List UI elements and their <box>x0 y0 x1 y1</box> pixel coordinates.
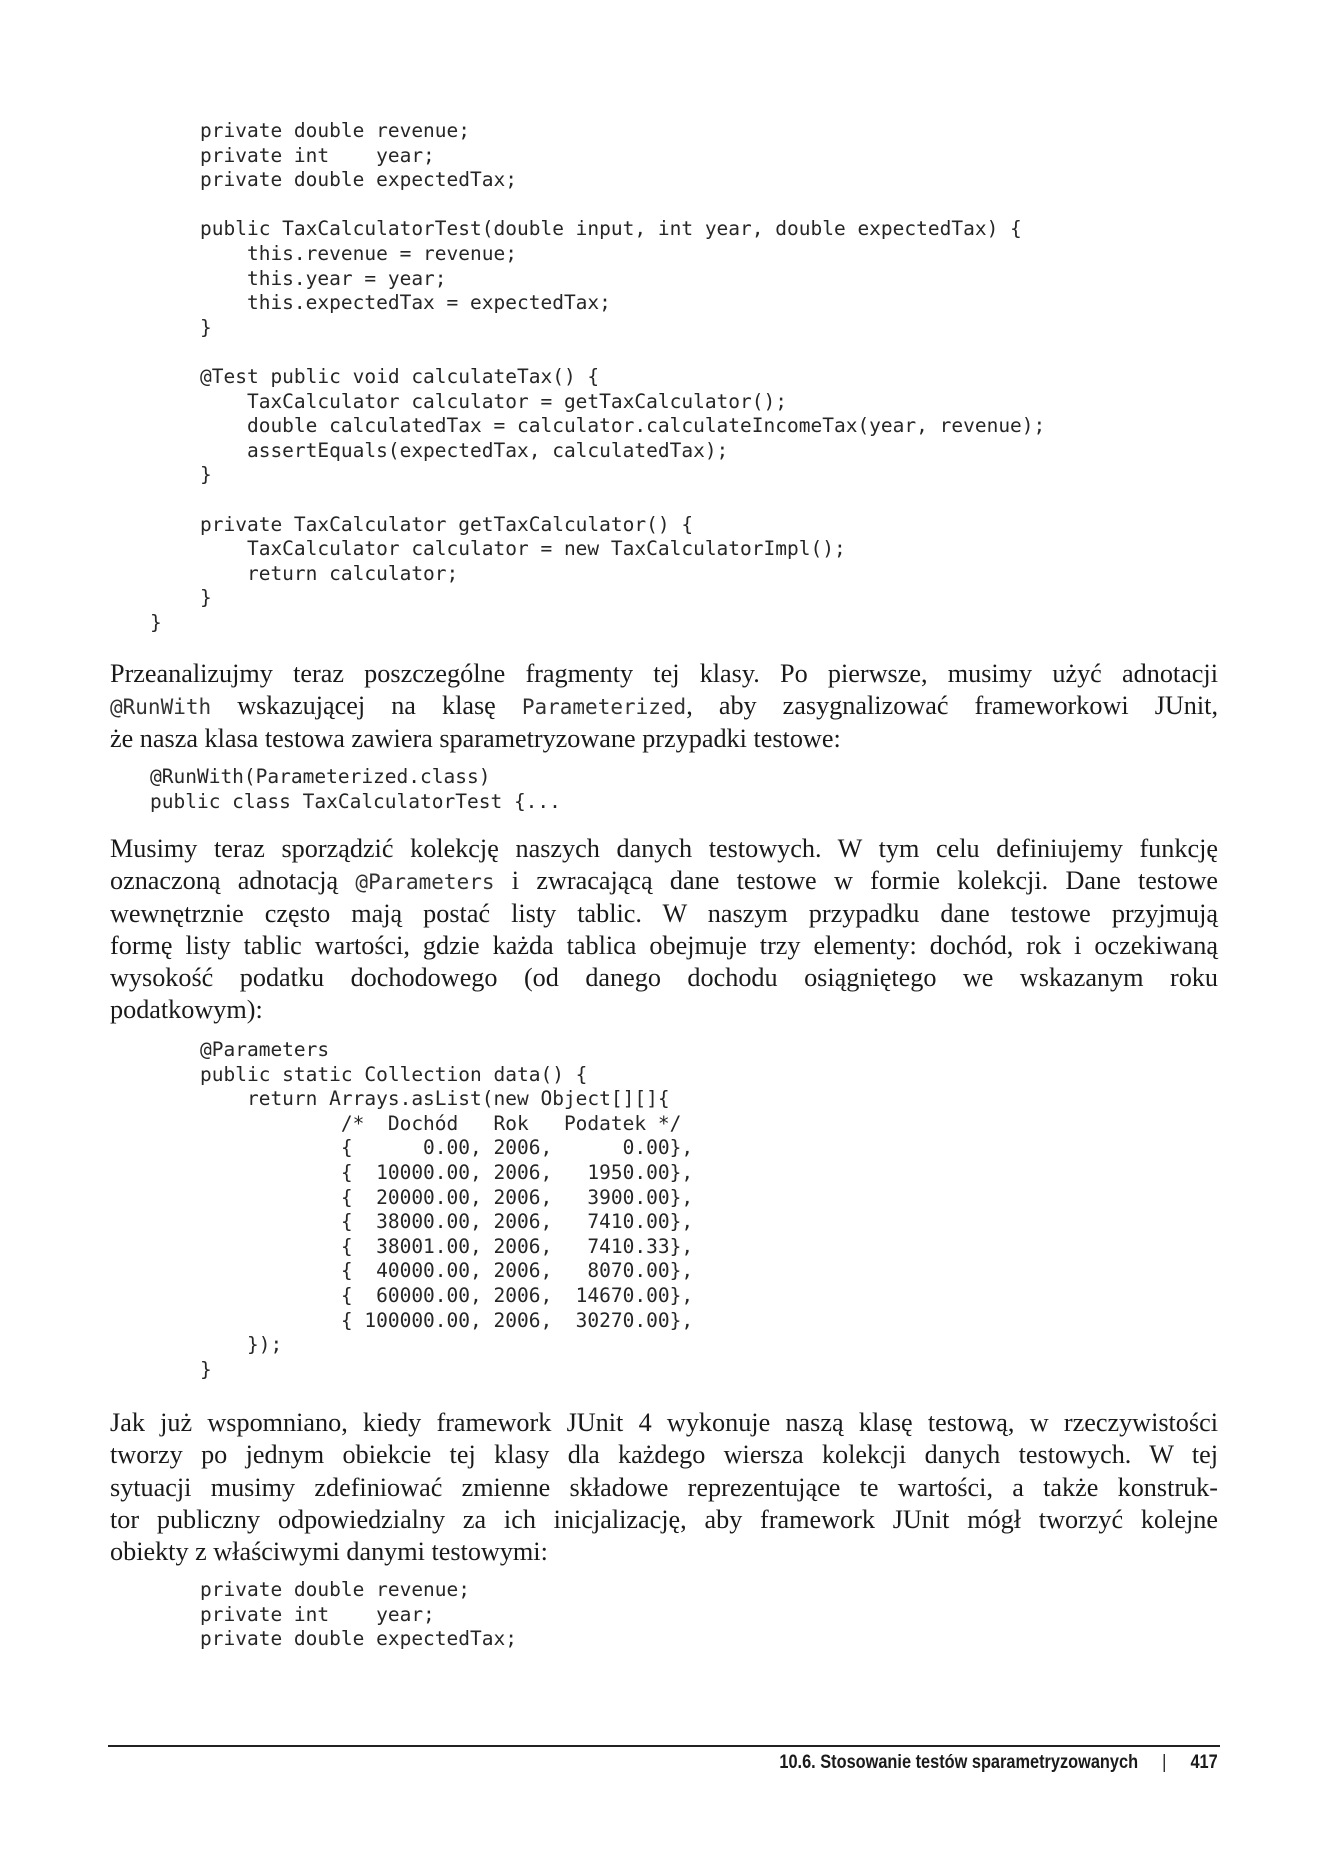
code-line: { 38001.00, 2006, 7410.33}, <box>200 1234 694 1258</box>
paragraph-line <box>110 833 1218 865</box>
footer-rule <box>108 1745 1220 1747</box>
text-run: wysokość podatku dochodowego (od danego dochodu osiągniętego we wskazanym roku <box>110 963 1218 993</box>
paragraph-line <box>110 994 1218 1026</box>
code-line: @Test public void calculateTax() { <box>200 364 600 388</box>
code-line: private TaxCalculator getTaxCalculator() { <box>200 512 694 536</box>
code-line: { 38000.00, 2006, 7410.00}, <box>200 1210 694 1234</box>
code-line <box>200 193 1045 218</box>
text-run: tor publiczny odpowiedzialny za ich inicjalizację, aby framework JUnit mógł tworzyć kolejne <box>110 1504 1218 1534</box>
code-line: this.revenue = revenue; <box>200 241 517 265</box>
paragraph-line <box>110 1536 1218 1568</box>
paragraph-line <box>110 1504 1218 1536</box>
code-line: @RunWith(Parameterized.class) <box>150 765 491 788</box>
text-run: wewnętrznie często mają postać listy tablic. W naszym przypadku dane testowe przyjmują <box>110 898 1218 928</box>
code-block-parameters-data <box>200 1038 693 1382</box>
page-number: 417 <box>1190 1752 1218 1773</box>
code-line: this.expectedTax = expectedTax; <box>200 291 611 315</box>
text-run: i zwracającą dane testowe w formie kolekcji. Dane testowe <box>494 866 1218 896</box>
paragraph-line <box>110 1472 1218 1504</box>
code-line: }); <box>200 1333 283 1357</box>
code-line: private int year; <box>200 1602 435 1626</box>
paragraph-member-variables <box>110 1407 1218 1568</box>
text-run: wskazującej na klasę <box>211 691 522 721</box>
code-line: return Arrays.asList(new Object[][]{ <box>200 1087 670 1111</box>
code-line: TaxCalculator calculator = getTaxCalculator(); <box>200 389 787 413</box>
running-footer <box>780 1752 1218 1774</box>
code-line <box>200 340 1045 365</box>
code-line: } <box>200 586 212 610</box>
text-run: obiekty z właściwymi danymi testowymi: <box>110 1537 548 1567</box>
class-closing-brace: } <box>150 611 162 634</box>
code-block-test-class <box>200 119 1045 611</box>
text-run: że nasza klasa testowa zawiera sparametryzowane przypadki testowe: <box>110 723 841 753</box>
code-line: private double revenue; <box>200 1578 471 1601</box>
code-line: return calculator; <box>200 561 459 585</box>
paragraph-line <box>110 962 1218 994</box>
text-run: oznaczoną adnotacją <box>110 866 356 896</box>
paragraph-runwith <box>110 658 1218 755</box>
text-run: , aby zasygnalizować frameworkowi JUnit, <box>686 691 1218 721</box>
code-line: private double expectedTax; <box>200 1627 517 1651</box>
paragraph-line <box>110 658 1218 690</box>
paragraph-line <box>110 898 1218 930</box>
code-line: } <box>200 315 212 339</box>
footer-section-title: 10.6. Stosowanie testów sparametryzowanych <box>779 1752 1139 1773</box>
inline-code: Parameterized <box>521 695 687 720</box>
code-line: { 10000.00, 2006, 1950.00}, <box>200 1160 694 1184</box>
paragraph-line <box>110 865 1218 897</box>
code-line: { 40000.00, 2006, 8070.00}, <box>200 1259 694 1283</box>
code-line: TaxCalculator calculator = new TaxCalculatorImpl(); <box>200 537 846 561</box>
code-line <box>200 488 1045 513</box>
code-line: assertEquals(expectedTax, calculatedTax); <box>200 438 729 462</box>
text-run: sytuacji musimy zdefiniować zmienne składowe reprezentujące te wartości, a także konstruk- <box>110 1472 1218 1502</box>
code-line: public class TaxCalculatorTest {... <box>150 789 561 813</box>
code-line: private double expectedTax; <box>200 168 517 192</box>
code-block-runwith <box>150 765 561 814</box>
inline-code: @RunWith <box>110 695 212 720</box>
code-block-member-fields <box>200 1578 517 1652</box>
code-line: { 0.00, 2006, 0.00}, <box>200 1136 694 1160</box>
paragraph-line <box>110 1439 1218 1471</box>
code-line: public static Collection data() { <box>200 1062 588 1086</box>
code-line: this.year = year; <box>200 266 447 290</box>
code-line: { 20000.00, 2006, 3900.00}, <box>200 1185 694 1209</box>
footer-separator: | <box>1162 1752 1167 1773</box>
paragraph-line <box>110 1407 1218 1439</box>
paragraph-parameters <box>110 833 1218 1027</box>
code-line: { 100000.00, 2006, 30270.00}, <box>200 1308 694 1332</box>
code-line: public TaxCalculatorTest(double input, int year, double expectedTax) { <box>200 217 1022 241</box>
code-line: { 60000.00, 2006, 14670.00}, <box>200 1283 694 1307</box>
text-run: podatkowym): <box>110 995 263 1025</box>
text-run: tworzy po jednym obiekcie tej klasy dla każdego wiersza kolekcji danych testowych. W tej <box>110 1440 1218 1470</box>
code-line: private double revenue; <box>200 119 471 142</box>
code-line: @Parameters <box>200 1038 330 1061</box>
paragraph-line <box>110 930 1218 962</box>
text-run: Przeanalizujmy teraz poszczególne fragmenty tej klasy. Po pierwsze, musimy użyć adnotacji <box>110 659 1218 688</box>
code-line: } <box>200 463 212 487</box>
code-line: private int year; <box>200 143 435 167</box>
code-line: } <box>200 1357 212 1381</box>
paragraph-line <box>110 723 1218 755</box>
text-run: formę listy tablic wartości, gdzie każda tablica obejmuje trzy elementy: dochód, rok i oczekiwaną <box>110 930 1218 960</box>
text-run: Jak już wspomniano, kiedy framework JUnit 4 wykonuje naszą klasę testową, w rzeczywistości <box>110 1408 1218 1437</box>
code-line: /* Dochód Rok Podatek */ <box>200 1111 682 1135</box>
inline-code: @Parameters <box>355 870 495 895</box>
paragraph-line <box>110 690 1218 722</box>
code-line: double calculatedTax = calculator.calculateIncomeTax(year, revenue); <box>200 414 1046 438</box>
text-run: Musimy teraz sporządzić kolekcję naszych danych testowych. W tym celu definiujemy funkcję <box>110 834 1218 863</box>
